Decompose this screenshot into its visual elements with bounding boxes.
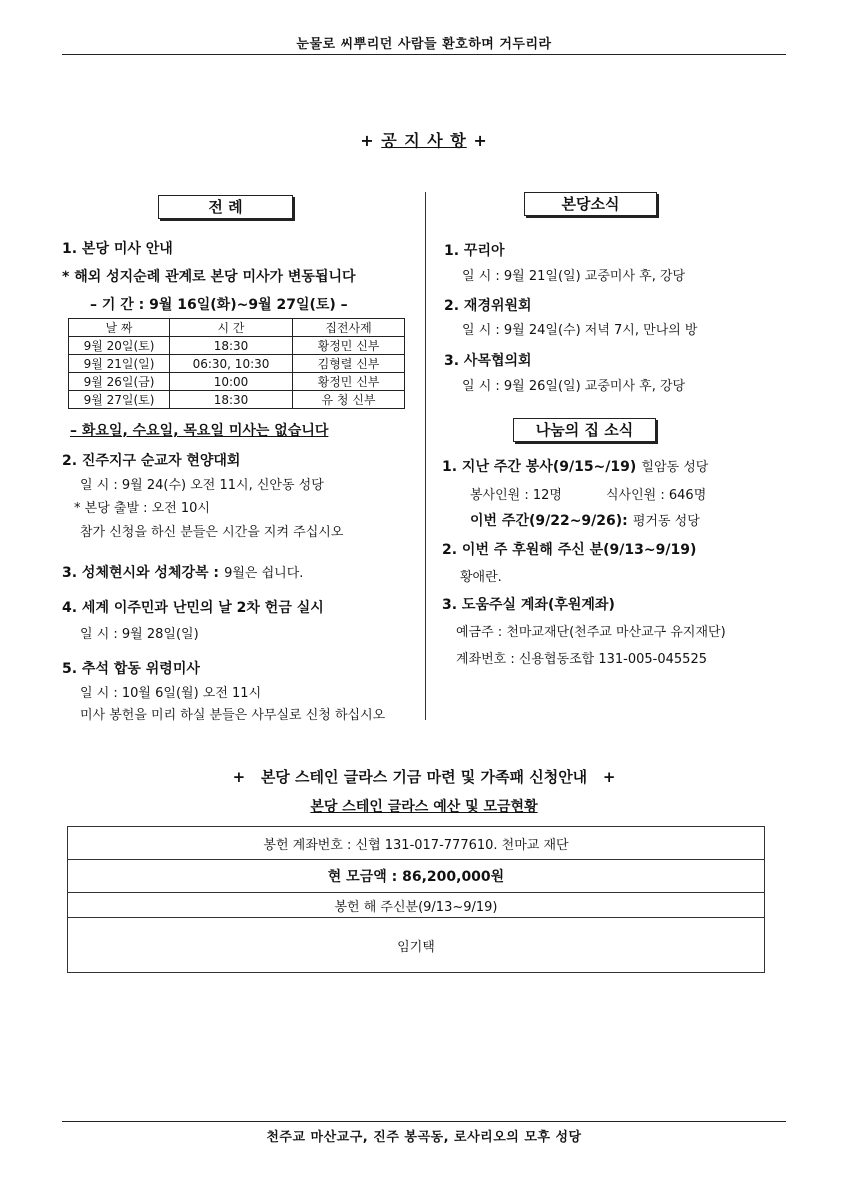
s2-heading: 2. 진주지구 순교자 현양대회 <box>62 453 241 469</box>
table-row <box>69 355 405 373</box>
page-title <box>0 128 848 151</box>
fund-title: + 본당 스테인 글라스 기금 마련 및 가족패 신청안내 + <box>232 768 616 786</box>
mass-schedule-table <box>68 318 405 409</box>
liturgy-box-title: 전 례 <box>158 195 293 219</box>
s4-date: 일 시 : 9월 28일(일) <box>80 627 199 642</box>
r1-text: 일 시 : 9월 21일(일) 교중미사 후, 강당 <box>462 269 686 284</box>
s3-text: 9월은 쉽니다. <box>224 566 304 581</box>
cell-time: 18:30 <box>170 391 293 409</box>
sharing-house-box-title: 나눔의 집 소식 <box>513 418 656 442</box>
header-motto: 눈물로 씨뿌리던 사람들 환호하며 거두리라 <box>296 37 552 52</box>
n2-name: 황애란. <box>460 570 502 585</box>
cell-date: 9월 26일(금) <box>69 373 170 391</box>
s2-departure: * 본당 출발 : 오전 10시 <box>74 501 210 516</box>
n1-meals: 식사인원 : 646명 <box>606 488 707 503</box>
r2-heading: 2. 재경위원회 <box>444 298 532 314</box>
n3-account: 계좌번호 : 신용협동조합 131-005-045525 <box>456 652 707 667</box>
fund-account: 봉헌 계좌번호 : 신협 131-017-777610. 천마교 재단 <box>68 827 765 860</box>
col-date-header: 날 짜 <box>69 319 170 337</box>
cell-date: 9월 20일(토) <box>69 337 170 355</box>
table-row <box>69 373 405 391</box>
s3-line <box>62 562 303 582</box>
r1-heading: 1. 꾸리아 <box>444 243 505 259</box>
s1-period: – 기 간 : 9월 16일(화)~9월 27일(토) – <box>90 297 348 313</box>
cell-priest: 김형렬 신부 <box>293 355 405 373</box>
cell-time: 18:30 <box>170 337 293 355</box>
n1-staff: 봉사인원 : 12명 <box>470 488 562 503</box>
n1-this-week-line <box>470 510 700 530</box>
cell-priest: 황정민 신부 <box>293 337 405 355</box>
s5-note: 미사 봉헌을 미리 하실 분들은 사무실로 신청 하십시오 <box>80 708 386 723</box>
fund-donors: 임기택 <box>68 918 765 973</box>
cell-priest: 황정민 신부 <box>293 373 405 391</box>
cell-date: 9월 27일(토) <box>69 391 170 409</box>
n1-place: 힐암동 성당 <box>641 460 709 475</box>
s5-date: 일 시 : 10월 6일(월) 오전 11시 <box>80 686 262 701</box>
s1-notice: * 해외 성지순례 관계로 본당 미사가 변동됩니다 <box>62 269 356 285</box>
cell-date: 9월 21일(일) <box>69 355 170 373</box>
footer-text: 천주교 마산교구, 진주 봉곡동, 로사리오의 모후 성당 <box>266 1130 582 1145</box>
cell-time: 10:00 <box>170 373 293 391</box>
s5-heading: 5. 추석 합동 위령미사 <box>62 661 200 677</box>
title-plus-right: + <box>473 131 488 150</box>
column-divider <box>425 192 426 720</box>
table-header-row <box>69 319 405 337</box>
s2-date: 일 시 : 9월 24(수) 오전 11시, 신안동 성당 <box>80 478 324 493</box>
s3-heading: 3. 성체현시와 성체강복 : <box>62 565 219 581</box>
fund-donors-label: 봉헌 해 주신분(9/13~9/19) <box>68 893 765 918</box>
footer-divider <box>62 1121 786 1122</box>
n1-this-week-label: 이번 주간(9/22~9/26): <box>470 513 628 529</box>
parish-news-box-title: 본당소식 <box>524 192 657 216</box>
s1-no-mass-note: – 화요일, 수요일, 목요일 미사는 없습니다 <box>70 423 329 439</box>
n3-holder: 예금주 : 천마교재단(천주교 마산교구 유지재단) <box>456 625 726 640</box>
s2-note: 참가 신청을 하신 분들은 시간을 지켜 주십시오 <box>80 525 344 540</box>
col-priest-header: 집전사제 <box>293 319 405 337</box>
n1-heading: 1. 지난 주간 봉사(9/15~/19) <box>442 459 637 475</box>
fund-subtitle: 본당 스테인 글라스 예산 및 모금현황 <box>310 799 538 815</box>
s1-heading: 1. 본당 미사 안내 <box>62 241 173 257</box>
n2-heading: 2. 이번 주 후원해 주신 분(9/13~9/19) <box>442 542 697 558</box>
r3-text: 일 시 : 9월 26일(일) 교중미사 후, 강당 <box>462 379 686 394</box>
s4-heading: 4. 세계 이주민과 난민의 날 2차 헌금 실시 <box>62 600 324 616</box>
cell-priest: 유 청 신부 <box>293 391 405 409</box>
cell-time: 06:30, 10:30 <box>170 355 293 373</box>
table-row <box>69 337 405 355</box>
r3-heading: 3. 사목협의회 <box>444 353 532 369</box>
fund-total: 현 모금액 : 86,200,000원 <box>68 860 765 893</box>
n3-heading: 3. 도움주실 계좌(후원계좌) <box>442 597 615 613</box>
n1-heading-line <box>442 456 708 476</box>
n1-this-week-place: 평거동 성당 <box>632 514 700 529</box>
r2-text: 일 시 : 9월 24일(수) 저녁 7시, 만나의 방 <box>462 323 698 338</box>
table-row <box>69 391 405 409</box>
title-text: 공 지 사 항 <box>381 131 467 150</box>
fund-status-table <box>67 826 765 973</box>
title-plus-left: + <box>360 131 375 150</box>
col-time-header: 시 간 <box>170 319 293 337</box>
header-divider <box>62 54 786 55</box>
